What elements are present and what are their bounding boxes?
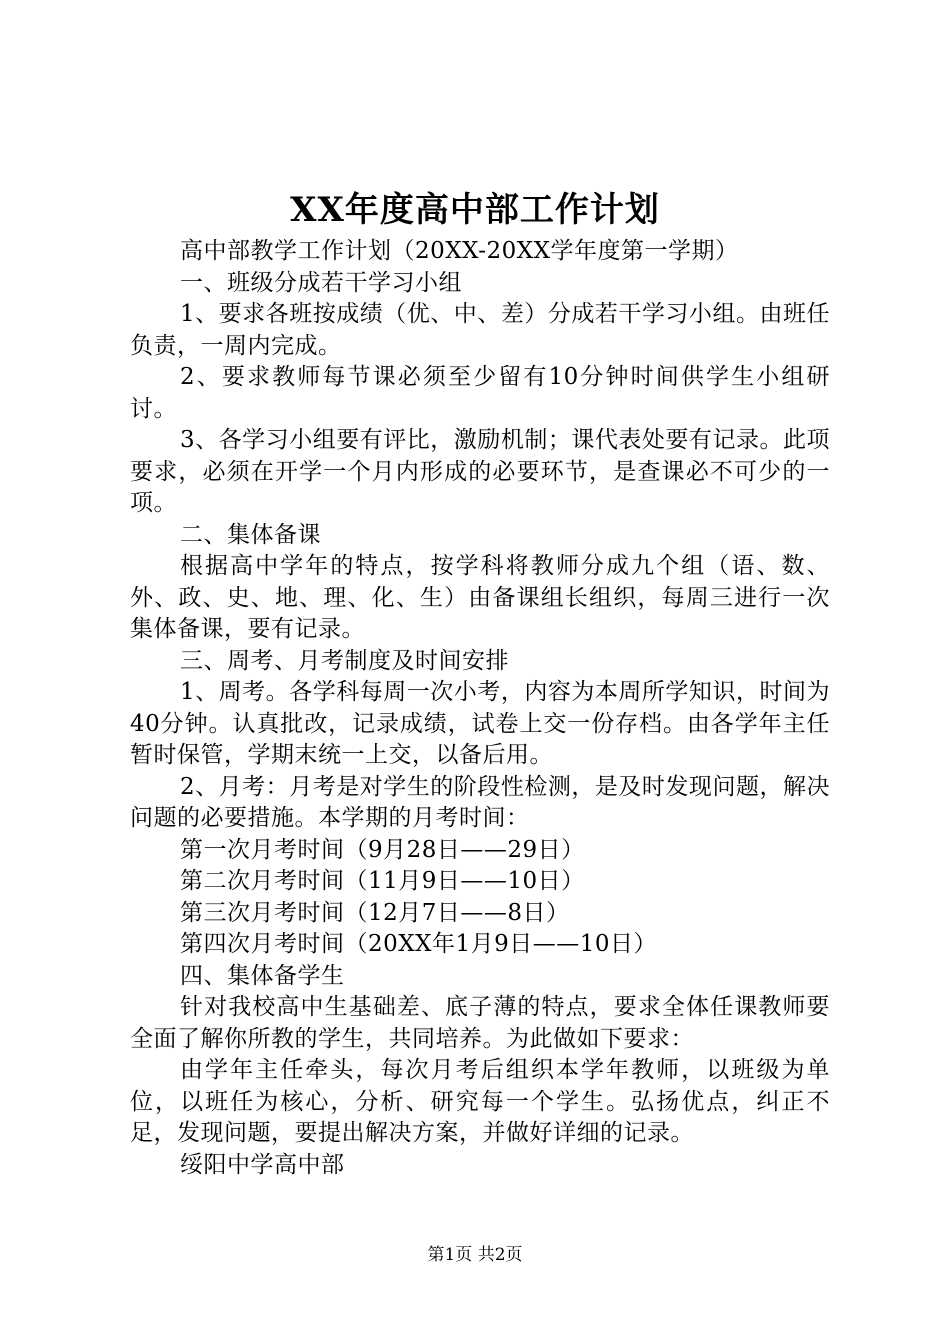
section-heading-2: 二、集体备课 xyxy=(180,521,321,548)
paragraph: 1、周考。各学科每周一次小考，内容为本周所学知识，时间为40分钟。认真批改，记录成绩，试卷上交一份存档。由各学年主任暂时保管，学期末统一上交，以备后用。 xyxy=(130,679,830,768)
exam-schedule-item: 第一次月考时间（9月28日——29日） xyxy=(180,836,585,863)
paragraph: 3、各学习小组要有评比，激励机制；课代表处要有记录。此项要求，必须在开学一个月内形成的必要环节，是查课必不可少的一项。 xyxy=(130,427,830,516)
document-title: XX年度高中部工作计划 xyxy=(290,190,660,230)
paragraph: 由学年主任牵头，每次月考后组织本学年教师，以班级为单位，以班任为核心，分析、研究每一个学生。弘扬优点，纠正不足，发现问题，要提出解决方案，并做好详细的记录。 xyxy=(130,1057,830,1146)
section-heading-4: 四、集体备学生 xyxy=(180,962,345,989)
signature-line: 绥阳中学高中部 xyxy=(180,1151,345,1178)
paragraph: 2、要求教师每节课必须至少留有10分钟时间供学生小组研讨。 xyxy=(130,364,830,422)
paragraph: 2、月考：月考是对学生的阶段性检测，是及时发现问题，解决问题的必要措施。本学期的月考时间： xyxy=(130,773,830,831)
exam-schedule-item: 第三次月考时间（12月7日——8日） xyxy=(180,899,570,926)
paragraph: 针对我校高中生基础差、底子薄的特点，要求全体任课教师要全面了解你所教的学生，共同培养。为此做如下要求： xyxy=(130,994,830,1052)
exam-schedule-item: 第四次月考时间（20XX年1月9日——10日） xyxy=(180,931,658,957)
section-heading-3: 三、周考、月考制度及时间安排 xyxy=(180,647,509,674)
exam-schedule-item: 第二次月考时间（11月9日——10日） xyxy=(180,868,585,894)
paragraph-subtitle: 高中部教学工作计划（20XX-20XX学年度第一学期） xyxy=(180,238,739,264)
paragraph: 根据高中学年的特点，按学科将教师分成九个组（语、数、外、政、史、地、理、化、生）由备课组长组织，每周三进行一次集体备课，要有记录。 xyxy=(130,553,830,642)
document-body xyxy=(130,236,830,1181)
section-heading-1: 一、班级分成若干学习小组 xyxy=(180,269,462,296)
paragraph: 1、要求各班按成绩（优、中、差）分成若干学习小组。由班任负责，一周内完成。 xyxy=(130,301,830,359)
page-footer: 第1页 共2页 xyxy=(427,1245,523,1265)
